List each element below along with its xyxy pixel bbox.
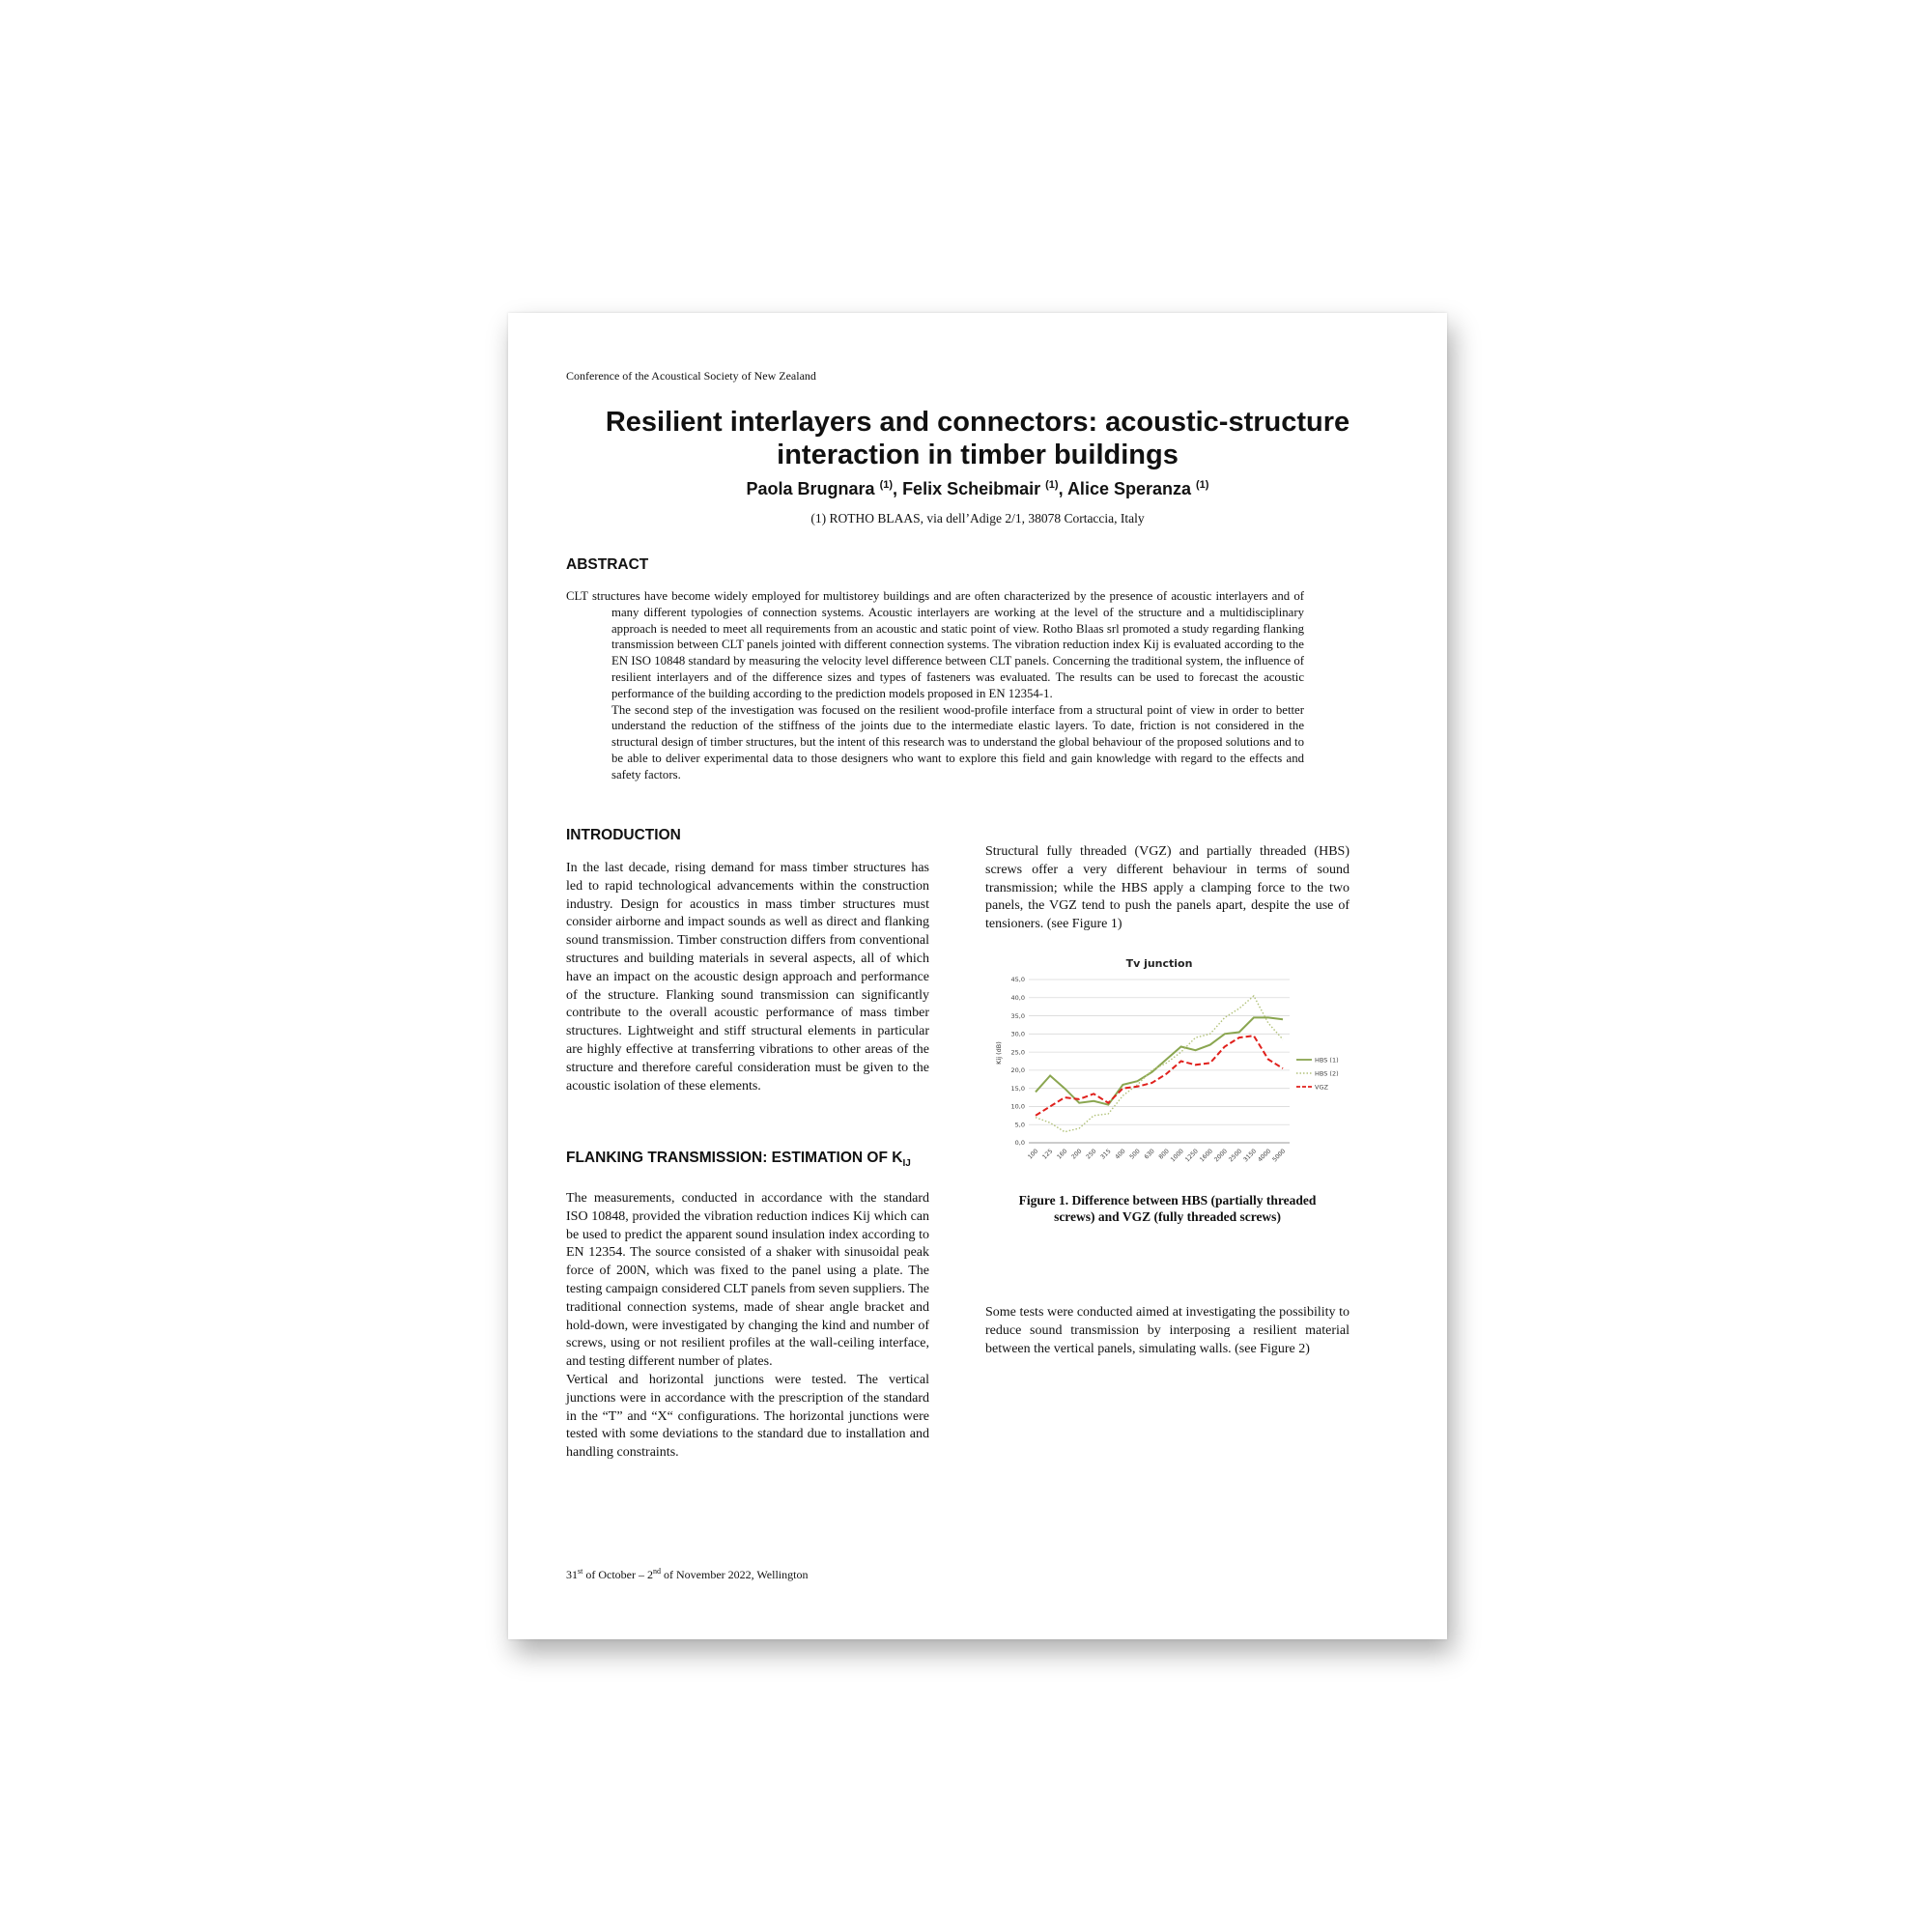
chart-x-tick-label: 1600 [1198, 1148, 1214, 1164]
flanking-paragraph-2: Vertical and horizontal junctions were tested. The vertical junctions were in accordance with the prescription of the standard in the “T” and “X“ configurations. The horizontal junctions were tested with some deviations to the standard due to installation and handling constraints. [566, 1372, 929, 1461]
chart-y-tick-label: 15,0 [1010, 1084, 1025, 1093]
footer-ordinal-1: st [578, 1567, 583, 1576]
chart-x-tick-label: 3150 [1242, 1148, 1259, 1164]
footer-rest: of November 2022, Wellington [661, 1568, 809, 1581]
author-name: Paola Brugnara [746, 479, 875, 498]
title-line-1: Resilient interlayers and connectors: acoustic-structure [605, 407, 1350, 438]
chart-series-line [1036, 1036, 1283, 1116]
paper-title [547, 406, 1408, 471]
figure-caption-line-1: Figure 1. Difference between HBS (partially threaded [1018, 1193, 1317, 1208]
chart-y-tick-label: 20,0 [1010, 1066, 1025, 1075]
figure-caption-line-2: screws) and VGZ (fully threaded screws) [1054, 1209, 1281, 1224]
chart-x-tick-label: 315 [1099, 1148, 1113, 1161]
chart-x-tick-label: 400 [1114, 1148, 1127, 1161]
footer-day: 31 [566, 1568, 578, 1581]
right-column-resilient [985, 1304, 1350, 1358]
flanking-body [566, 1190, 929, 1463]
chart-series-line [1036, 1017, 1283, 1104]
conference-dates-footer [566, 1567, 808, 1582]
chart-y-ticks [1011, 976, 1025, 1147]
chart-x-ticks [1027, 1148, 1287, 1163]
introduction-body [566, 860, 929, 1095]
introduction-heading: INTRODUCTION [566, 827, 681, 843]
affiliation: (1) ROTHO BLAAS, via dell’Adige 2/1, 38078 Cortaccia, Italy [810, 511, 1145, 526]
chart-legend-label: HBS (2) [1315, 1069, 1339, 1078]
title-line-2: interaction in timber buildings [777, 440, 1179, 470]
footer-ordinal-2: nd [653, 1567, 661, 1576]
chart-y-tick-label: 45,0 [1010, 976, 1025, 984]
resilient-paragraph: Some tests were conducted aimed at investigating the possibility to reduce sound transmission by interposing a resilient material between the vertical panels, simulating walls. (see Figure 2) [985, 1305, 1350, 1356]
chart-x-tick-label: 1250 [1183, 1148, 1200, 1164]
author-affil-mark: (1) [1196, 479, 1209, 491]
abstract-paragraph-1: CLT structures have become widely employed for multistorey buildings and are often characterized by the presence of acoustic interlayers and of many different typologies of connection systems. Acoustic interlayers are working at the level of the structure and a multidisciplinary approach is needed to meet all requirements from an acoustic and static point of view. Rotho Blaas srl promoted a study regarding flanking transmission between CLT panels jointed with different connection systems. The vibration reduction index Kij is evaluated according to the EN ISO 10848 standard by measuring the velocity level difference between CLT panels. Concerning the traditional system, the influence of resilient interlayers and of the difference sizes and types of fasteners was evaluated. The results can be used to forecast the acoustic performance of the building according to the prediction models proposed in EN 12354-1. [566, 589, 1304, 700]
chart-x-tick-label: 200 [1070, 1148, 1084, 1161]
chart-y-tick-label: 35,0 [1010, 1011, 1025, 1020]
chart-x-tick-label: 630 [1143, 1148, 1156, 1161]
chart-y-tick-label: 40,0 [1010, 993, 1025, 1002]
flanking-heading [566, 1150, 911, 1169]
paper-page [508, 313, 1447, 1639]
chart-ylabel: Kij (dB) [995, 1041, 1003, 1065]
chart-x-tick-label: 4000 [1257, 1148, 1273, 1164]
author-affil-mark: (1) [1045, 479, 1059, 491]
chart-y-tick-label: 30,0 [1010, 1030, 1025, 1038]
flanking-paragraph-1: The measurements, conducted in accordance with the standard ISO 10848, provided the vibration reduction indices Kij which can be used to predict the apparent sound insulation index according to EN 12354. The source consisted of a shaker with sinusoidal peak force of 200N, which was fixed to the panel using a plate. The testing campaign considered CLT panels from seven suppliers. The traditional connection systems, made of shear angle bracket and hold-down, were investigated by changing the kind and number of screws, using or not resilient profiles at the wall-ceiling interface, and testing different number of plates. [566, 1191, 929, 1370]
chart-x-tick-label: 1000 [1169, 1148, 1185, 1164]
author-affil-mark: (1) [879, 479, 894, 491]
chart-x-tick-label: 2500 [1227, 1148, 1244, 1164]
chart-x-tick-label: 100 [1026, 1148, 1040, 1161]
figure-1-caption [985, 1192, 1350, 1225]
figure-1-chart [985, 951, 1350, 1182]
right-column-intro [985, 843, 1350, 934]
chart-y-tick-label: 25,0 [1010, 1048, 1025, 1057]
chart-legend-label: HBS (1) [1315, 1056, 1339, 1065]
chart-x-tick-label: 160 [1056, 1148, 1069, 1161]
chart-legend-label: VGZ [1315, 1083, 1328, 1092]
flanking-heading-subscript: IJ [902, 1158, 911, 1170]
chart-x-tick-label: 500 [1128, 1148, 1142, 1161]
chart-title: Tv junction [1125, 957, 1193, 970]
flanking-heading-text: FLANKING TRANSMISSION: ESTIMATION OF K [566, 1150, 903, 1166]
screws-paragraph: Structural fully threaded (VGZ) and partially threaded (HBS) screws offer a very different behaviour in terms of sound transmission; while the HBS apply a clamping force to the two panels, the VGZ tend to push the panels apart, despite the use of tensioners. (see Figure 1) [985, 844, 1350, 932]
author-list: Paola Brugnara $^{(1)}$, Felix Scheibmair $^{(1)}$, Alice Speranza $^{(1)}$ [746, 479, 1209, 498]
footer-middle: of October – 2 [582, 1568, 653, 1581]
chart-y-tick-label: 0,0 [1014, 1139, 1025, 1148]
chart-x-tick-label: 2000 [1212, 1148, 1230, 1164]
abstract-body [566, 588, 1304, 783]
abstract-paragraph-2: The second step of the investigation was focused on the resilient wood-profile interface from a structural point of view in order to better understand the reduction of the stiffness of the joints due to the intermediate elastic layers. To date, friction is not considered in the structural design of timber structures, but the intent of this research was to understand the global behaviour of the proposed solutions and to be able to deliver experimental data to those designers who want to explore this field and gain knowledge with regard to the effects and safety factors. [611, 702, 1304, 781]
chart-gridlines [1029, 980, 1290, 1143]
chart-x-tick-label: 125 [1040, 1148, 1055, 1161]
abstract-heading: ABSTRACT [566, 556, 649, 573]
chart-legend [1296, 1056, 1339, 1091]
chart-y-tick-label: 10,0 [1010, 1102, 1025, 1111]
author-name: Felix Scheibmair [902, 479, 1041, 498]
chart-series-line [1036, 996, 1283, 1132]
chart-x-tick-label: 5000 [1271, 1148, 1288, 1164]
conference-header: Conference of the Acoustical Society of New Zealand [566, 369, 816, 383]
chart-series-group [1036, 996, 1283, 1132]
introduction-paragraph: In the last decade, rising demand for mass timber structures has led to rapid technological advancements within the construction industry. Design for acoustics in mass timber structures must consider airborne and impact sounds as well as direct and flanking sound transmission. Timber construction differs from conventional structures and building materials in several aspects, all of which have an impact on the acoustic design approach and performance of the structure. Flanking sound transmission can significantly contribute to the overall acoustic performance of mass timber structures. Lightweight and stiff structural elements in particular are highly effective at transferring vibrations to other areas of the structure and therefore careful consideration must be given to the acoustic isolation of these elements. [566, 861, 929, 1094]
chart-y-tick-label: 5,0 [1014, 1121, 1025, 1129]
chart-x-tick-label: 800 [1157, 1148, 1171, 1161]
chart-x-tick-label: 250 [1085, 1148, 1098, 1161]
author-name: Alice Speranza [1066, 479, 1191, 498]
